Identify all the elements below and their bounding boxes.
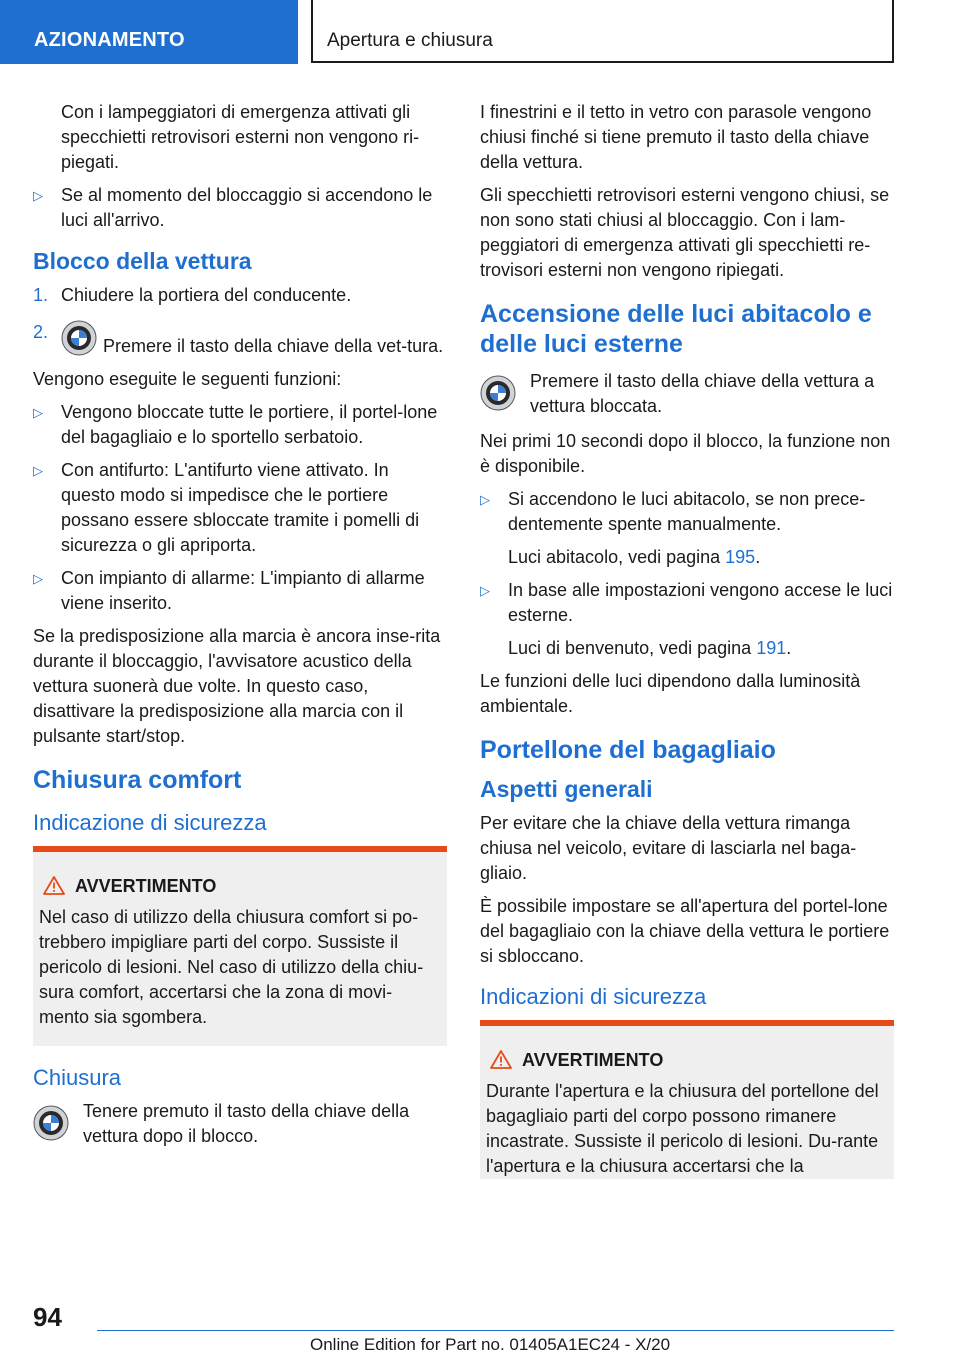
subheading-closing: Chiusura: [33, 1065, 122, 1090]
list-item: ▷ Se al momento del bloccaggio si accendono le luci all'arrivo.: [33, 185, 433, 230]
footer-rule: [97, 1330, 894, 1331]
page-link-195[interactable]: 195: [725, 547, 756, 567]
list-item: ▷ Con impianto di allarme: L'impianto di allarme viene inserito.: [33, 568, 425, 613]
header-section-label: AZIONAMENTO: [34, 29, 185, 51]
page-number: 94: [33, 1302, 62, 1332]
bullet-arrow-icon: ▷: [33, 571, 43, 586]
header-section-tab: [0, 0, 298, 64]
header-title-box: [311, 0, 894, 63]
warning-triangle-icon: [43, 876, 65, 895]
list-item: ▷ In base alle impostazioni vengono accese le luci esterne. Luci di benvenuto, vedi pagina 191.: [480, 578, 894, 661]
footer-edition: Online Edition for Part no. 01405A1EC24 - X/20: [310, 1335, 671, 1354]
bullet-arrow-icon: ▷: [33, 405, 43, 420]
bullet-arrow-icon: ▷: [33, 463, 43, 478]
subheading-general: Aspetti generali: [480, 776, 653, 802]
subheading-safety: Indicazione di sicurezza: [33, 810, 267, 835]
left-column: [33, 100, 447, 1159]
cross-reference: Luci abitacolo, vedi pagina 195.: [508, 547, 761, 567]
closing-key-instruction: Tenere premuto il tasto della chiave della vettura dopo il blocco.: [33, 1099, 447, 1149]
lights-note: Nei primi 10 secondi dopo il blocco, la funzione non è disponibile.: [480, 431, 891, 476]
general-text-1: Per evitare che la chiave della vettura rimanga chiusa nel veicolo, evitare di lasciarla nel baga-gliaio.: [480, 813, 857, 883]
warning-box: [33, 846, 447, 1046]
car-key-button-icon: [480, 375, 516, 411]
functions-intro: Vengono eseguite le seguenti funzioni:: [33, 369, 342, 389]
drive-readiness-note: Se la predisposizione alla marcia è ancora inse-rita durante il bloccaggio, l'avvisatore acustico della vettura suonerà due volte. In questo caso, disattivare la predisposizione alla marcia con il pulsante start/stop.: [33, 626, 441, 746]
windows-text: I finestrini e il tetto in vetro con parasole vengono chiusi finché si tiene premuto il tasto della chiave della vettura.: [480, 102, 872, 172]
section-heading-lock: Blocco della vettura: [33, 248, 252, 274]
car-key-button-icon: [33, 1105, 69, 1141]
warning-title: AVVERTIMENTO: [39, 874, 441, 899]
warning-triangle-icon: [490, 1050, 512, 1069]
right-column: [480, 100, 894, 1179]
list-item: ▷ Con antifurto: L'antifurto viene attivato. In questo modo si impedisce che le portiere possano essere sbloccate tramite i pomelli di sicurezza o gli apriporta.: [33, 460, 420, 555]
bullet-arrow-icon: ▷: [33, 188, 43, 203]
bullet-arrow-icon: ▷: [480, 583, 490, 598]
section-heading-comfort: Chiusura comfort: [33, 766, 242, 794]
step-1: 1. Chiudere la portiera del conducente.: [33, 285, 352, 305]
list-item: ▷ Si accendono le luci abitacolo, se non prece-dentemente spente manualmente. Luci abitacolo, vedi pagina 195.: [480, 487, 894, 570]
warning-title: AVVERTIMENTO: [486, 1048, 888, 1073]
section-heading-tailgate: Portellone del bagagliaio: [480, 736, 776, 764]
header-title: Apertura e chiusura: [327, 30, 493, 51]
step-2: 2. Premere il tasto della chiave della vet-tura.: [33, 322, 444, 356]
page-link-191[interactable]: 191: [756, 638, 787, 658]
warning-text: Nel caso di utilizzo della chiusura comfort si po-trebbero impigliare parti del corpo. Sussiste il pericolo di lesioni. Nel caso di utilizzo della chiu-sura comfort, accertarsi che la zona di movi-mento sia sgombera.: [39, 907, 424, 1027]
mirrors-text: Gli specchietti retrovisori esterni vengono chiusi, se non sono stati chiusi al bloccaggio. Con i lam-peggiatori di emergenza attivati gli specchietti re-trovisori esterni non vengono ripiegati.: [480, 185, 890, 280]
lights-dependency: Le funzioni delle luci dipendono dalla luminosità ambientale.: [480, 671, 861, 716]
general-text-2: È possibile impostare se all'apertura del portel-lone del bagagliaio con la chiave della vettura le portiere si sbloccano.: [480, 896, 890, 966]
warning-text: Durante l'apertura e la chiusura del portellone del bagagliaio parti del corpo possono rimanere incastrate. Sussiste il pericolo di lesioni. Du-rante l'apertura e la chiusura accertarsi che la: [486, 1081, 879, 1176]
cross-reference: Luci di benvenuto, vedi pagina 191.: [508, 638, 792, 658]
car-key-button-icon: [61, 320, 97, 356]
lights-key-instruction: Premere il tasto della chiave della vettura a vettura bloccata.: [480, 369, 894, 419]
bullet-arrow-icon: ▷: [480, 492, 490, 507]
warning-box: [480, 1020, 894, 1179]
section-heading-lights: Accensione delle luci abitacolo e delle luci esterne: [480, 300, 872, 358]
list-item: ▷ Vengono bloccate tutte le portiere, il portel-lone del bagagliaio e lo sportello serbatoio.: [33, 402, 438, 447]
subheading-safety-tailgate: Indicazioni di sicurezza: [480, 984, 707, 1009]
intro-text: Con i lampeggiatori di emergenza attivati gli specchietti retrovisori esterni non vengono ri-piegati.: [61, 102, 420, 172]
